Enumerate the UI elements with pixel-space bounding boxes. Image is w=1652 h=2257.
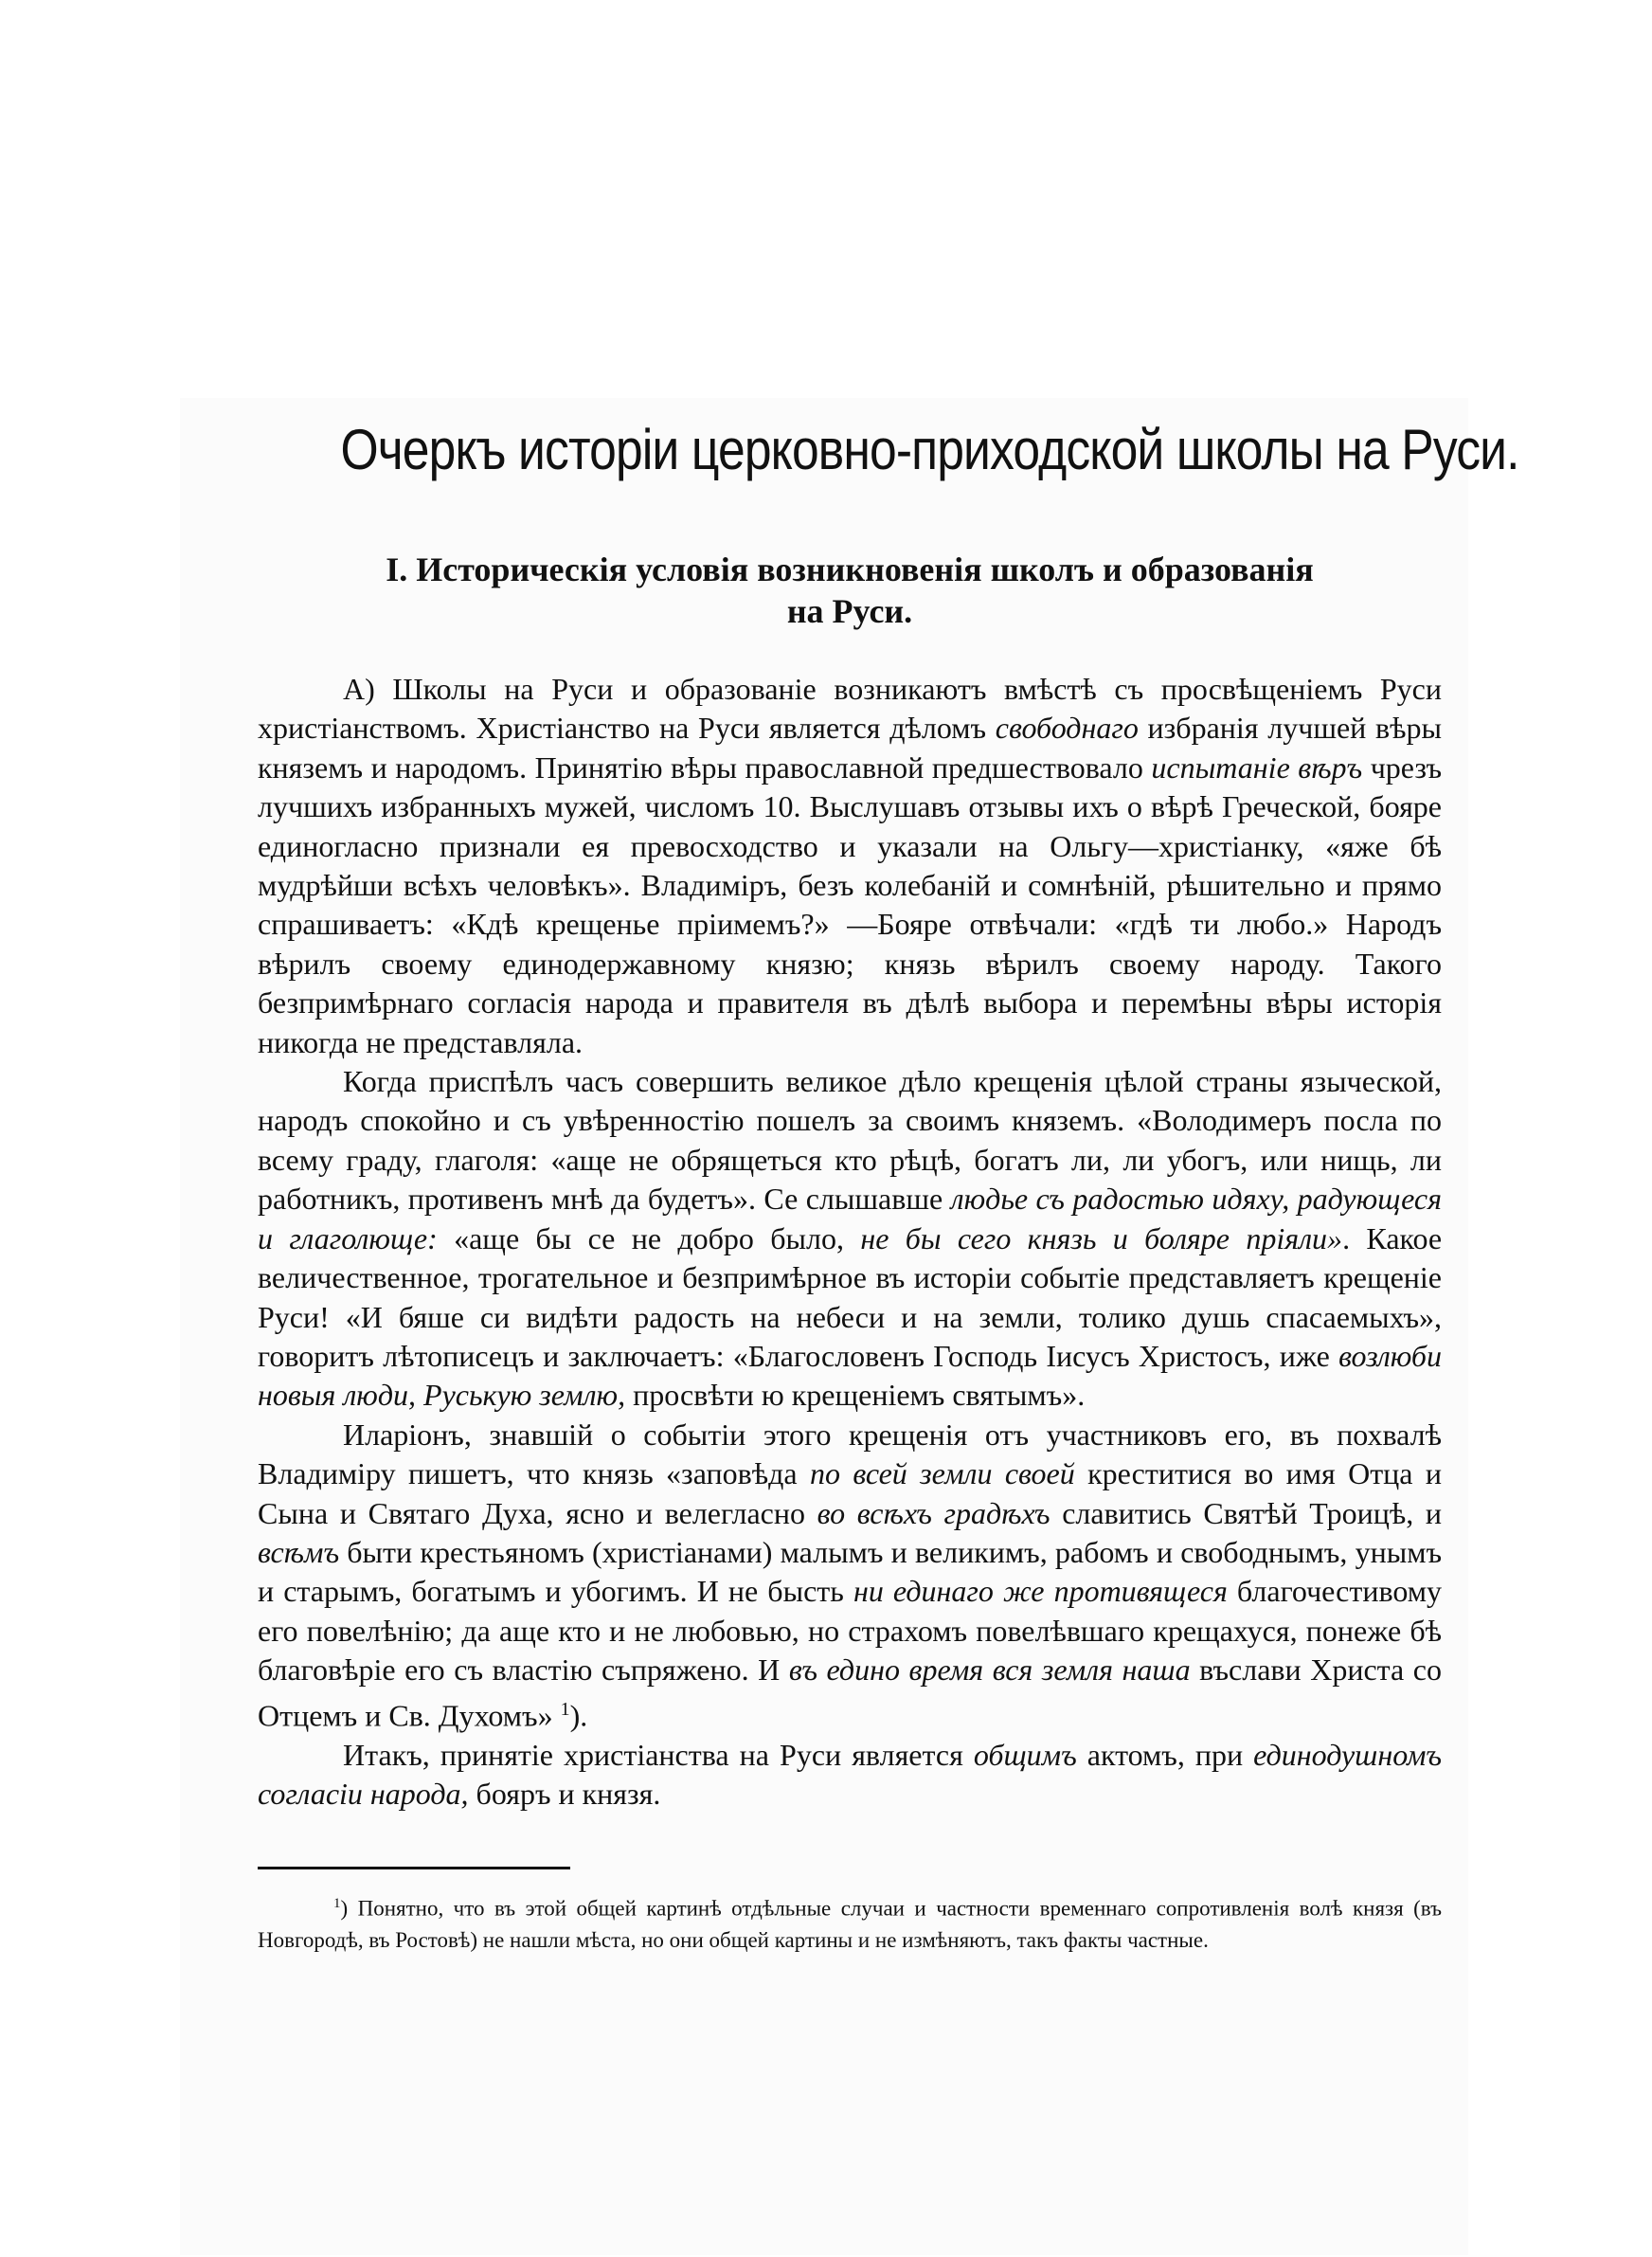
document-page <box>258 417 1519 1956</box>
text-run: благочестивому его повелѣнію; да аще кто и не любовью, но страхомъ повелѣвшаго крещахуся, понеже бѣ благовѣріе его съ властію съпряжено. И <box>258 1574 1443 1688</box>
footnote-divider <box>258 1867 570 1869</box>
text-run: чрезъ лучшихъ избранныхъ мужей, числомъ 10. Выслушавъ отзывы ихъ о вѣрѣ Греческой, бояре единогласно признали ея превосходство и указали на Ольгу—христіанку, «яже бѣ мудрѣйши всѣхъ человѣкъ». Владиміръ, безъ колебаній и сомнѣній, рѣшительно и прямо спрашиваетъ: «Кдѣ крещенье пріимемъ?» —Бояре отвѣчали: «гдѣ ти любо.» Народъ вѣрилъ своему единодержавному князю; князь вѣрилъ своему народу. Такого безпримѣрнаго согласія народа и правителя въ дѣлѣ выбора и перемѣны вѣры исторія никогда не представляла. <box>258 749 1443 1059</box>
section-heading-line-2: на Руси. <box>786 592 913 630</box>
italic-text: всѣмъ <box>258 1534 340 1569</box>
italic-text: людье съ радостью идяху, радующеся и глаголюще: <box>258 1182 1443 1255</box>
italic-text: испытаніе вѣръ <box>1151 749 1363 785</box>
footnote <box>258 1888 1442 1956</box>
section-heading-line-1: I. Историческія условія возникновенія школъ и образованія <box>386 551 1314 588</box>
body-text <box>258 670 1442 1814</box>
italic-text: во всѣхъ градѣхъ <box>817 1495 1050 1530</box>
text-run: А) Школы на Руси и образованіе возникаютъ вмѣстѣ съ просвѣщеніемъ Руси христіанствомъ. Христіанство на Руси является дѣломъ <box>258 672 1442 746</box>
paragraph <box>258 1736 1442 1815</box>
text-run: бояръ и князя. <box>468 1777 661 1812</box>
text-run: славитись Святѣй Троицѣ, и <box>1050 1495 1443 1530</box>
paragraph <box>258 1416 1442 1736</box>
italic-text: ни единаго же противящеся <box>853 1574 1228 1609</box>
footnote-marker: 1 <box>333 1896 341 1912</box>
italic-text: въ едино время вся земля наша <box>788 1652 1191 1688</box>
italic-text: свободнаго <box>995 711 1139 746</box>
paragraph <box>258 1062 1442 1416</box>
section-heading <box>258 549 1442 632</box>
text-run: ). <box>569 1698 588 1733</box>
text-run: избранія лучшей вѣры княземъ и народомъ. Принятію вѣры православной предшествовало <box>258 711 1443 785</box>
text-run: просвѣти ю крещеніемъ святымъ». <box>625 1378 1086 1413</box>
page-title: Очеркъ исторіи церковно-приходской школы на Руси. <box>340 418 1519 481</box>
footnote-text: ) Понятно, что въ этой общей картинѣ отдѣльные случаи и частности временнаго сопротивленія волѣ князя (въ Новгородѣ, въ Ростовѣ) не нашли мѣста, но они общей картины и не измѣняютъ, такъ факты частные. <box>258 1897 1442 1953</box>
text-run: «аще бы се не добро было, <box>437 1220 861 1255</box>
text-run: креститися во имя Отца и Сына и Святаго Духа, ясно и велегласно <box>258 1456 1443 1530</box>
text-run: Итакъ, принятіе христіанства на Руси является <box>343 1737 974 1772</box>
italic-text: единодушномъ согласіи народа, <box>258 1737 1443 1812</box>
text-run: актомъ, при <box>1076 1737 1254 1772</box>
italic-text: общимъ <box>973 1737 1077 1772</box>
italic-text: не бы сего князь и боляре пріяли» <box>860 1220 1343 1255</box>
italic-text: возлюби новыя люди, Руськую землю, <box>258 1338 1442 1413</box>
paragraph <box>258 670 1442 1062</box>
text-run: Иларіонъ, знавшій о событіи этого крещенія отъ участниковъ его, въ похвалѣ Владиміру пишетъ, что князь «заповѣда <box>258 1417 1442 1491</box>
footnote-reference: 1 <box>560 1698 570 1720</box>
text-run: быти крестьяномъ (христіанами) малымъ и великимъ, рабомъ и свободнымъ, унымъ и старымъ, богатымъ и убогимъ. И не бысть <box>258 1534 1442 1609</box>
text-run: въслави Христа со Отцемъ и Св. Духомъ» <box>258 1652 1443 1733</box>
text-run: . Какое величественное, трогательное и безпримѣрное въ исторіи событіе представляетъ крещеніе Руси! «И бяше си видѣти радость на небеси и на земли, толико душь спасаемыхъ», говоритъ лѣтописецъ и заключаетъ: «Благословенъ Господь Іисусъ Христосъ, иже <box>258 1220 1443 1373</box>
text-run: Когда приспѣлъ часъ совершить великое дѣло крещенія цѣлой страны языческой, народъ спокойно и съ увѣренностію пошелъ за своимъ княземъ. «Володимеръ посла по всему граду, глаголя: «аще не обрящеться кто рѣцѣ, богатъ ли, ли убогъ, или нищь, ли работникъ, противенъ мнѣ да будетъ». Се слышавше <box>258 1064 1442 1217</box>
italic-text: по всей земли своей <box>809 1456 1075 1491</box>
